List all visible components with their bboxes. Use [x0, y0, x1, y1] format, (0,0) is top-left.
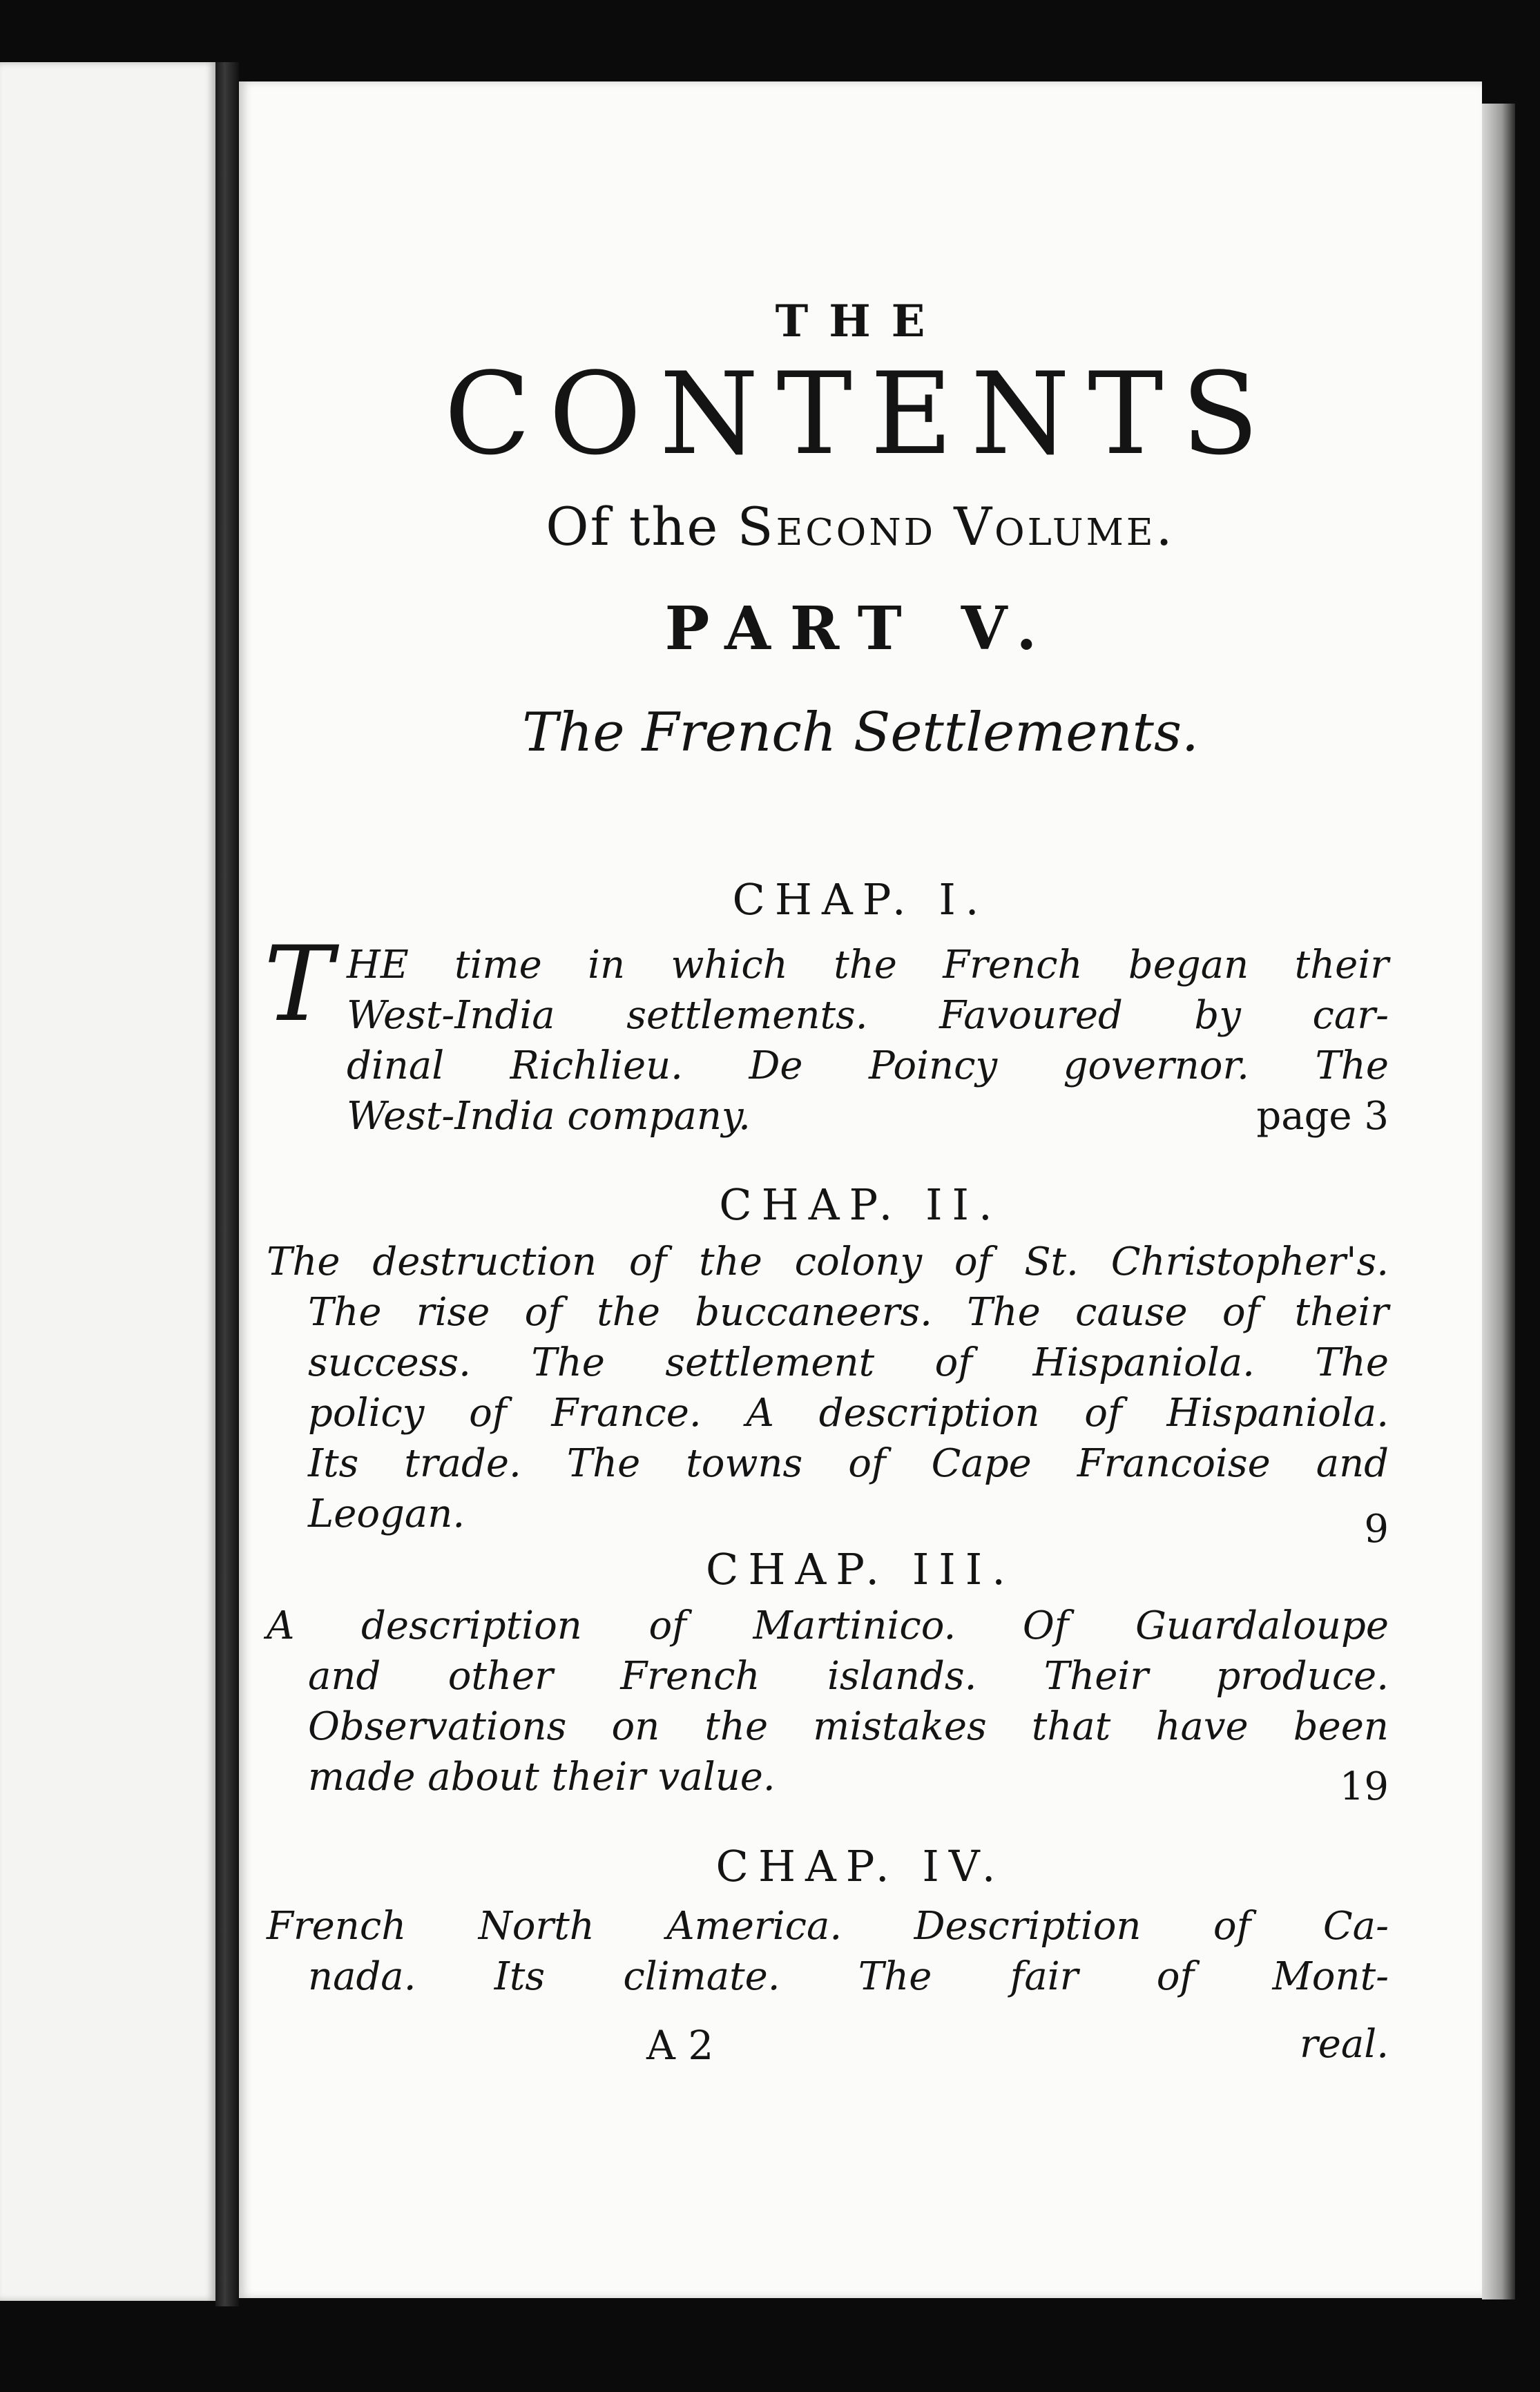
summary-last-line	[267, 1752, 1389, 1809]
summary-line: Its trade. The towns of Cape Francoise and	[308, 1441, 1389, 1486]
drop-cap: T	[264, 925, 334, 1045]
part-heading: PART V.	[664, 594, 1057, 664]
facing-page	[0, 62, 215, 2301]
page-number: page 3	[1256, 1094, 1389, 1139]
title-the: THE	[775, 296, 946, 347]
summary-line: dinal Richlieu. De Poincy governor. The	[347, 1043, 1389, 1088]
summary-line: Leogan.	[308, 1492, 465, 1536]
subtitle-pre: Of the	[546, 496, 720, 557]
summary-line: success. The settlement of Hispaniola. The	[308, 1340, 1389, 1385]
page-footer	[239, 2022, 1482, 2070]
summary-last-line	[347, 1091, 1389, 1141]
section-heading: The French Settlements.	[522, 702, 1199, 764]
chapter-heading: CHAP. III.	[705, 1544, 1016, 1594]
page-number: 19	[1339, 1764, 1389, 1809]
summary-line: and other French islands. Their produce.	[308, 1654, 1389, 1699]
page-title: CONTENTS	[444, 348, 1277, 480]
subtitle	[239, 496, 1482, 557]
chapter-summary	[267, 1601, 1389, 1809]
subtitle-second: Second	[737, 496, 936, 557]
summary-line: nada. Its climate. The fair of Mont-	[308, 1954, 1389, 1999]
summary-line: A description of Martinico. Of Guardaloupe	[267, 1603, 1389, 1648]
summary-line: West-India company.	[347, 1094, 751, 1139]
subtitle-volume: Volume.	[954, 496, 1175, 557]
chapter-heading: CHAP. II.	[719, 1179, 1002, 1230]
book-page	[239, 81, 1482, 2298]
summary-line: The destruction of the colony of St. Christopher's.	[267, 1240, 1389, 1284]
summary-line: made about their value.	[308, 1755, 776, 1800]
summary-line: West-India settlements. Favoured by car-	[347, 993, 1389, 1038]
summary-line: Observations on the mistakes that have been	[308, 1704, 1389, 1749]
page-number: 9	[1364, 1507, 1389, 1552]
catchword: real.	[1299, 2022, 1389, 2067]
chapter-summary	[267, 1237, 1389, 1552]
chapter-heading: CHAP. I.	[732, 874, 989, 925]
summary-last-line	[267, 1489, 1389, 1552]
chapter-heading: CHAP. IV.	[715, 1841, 1005, 1891]
book-gutter	[215, 62, 239, 2306]
summary-line: policy of France. A description of Hispaniola.	[308, 1391, 1389, 1436]
chapter-summary	[347, 940, 1389, 1141]
summary-line: French North America. Description of Ca-	[267, 1904, 1389, 1949]
summary-line: The rise of the buccaneers. The cause of their	[308, 1290, 1389, 1335]
page-edge	[1482, 104, 1515, 2299]
summary-line: HE time in which the French began their	[347, 943, 1389, 987]
chapter-summary	[267, 1901, 1389, 2002]
signature-mark: A 2	[646, 2022, 714, 2069]
